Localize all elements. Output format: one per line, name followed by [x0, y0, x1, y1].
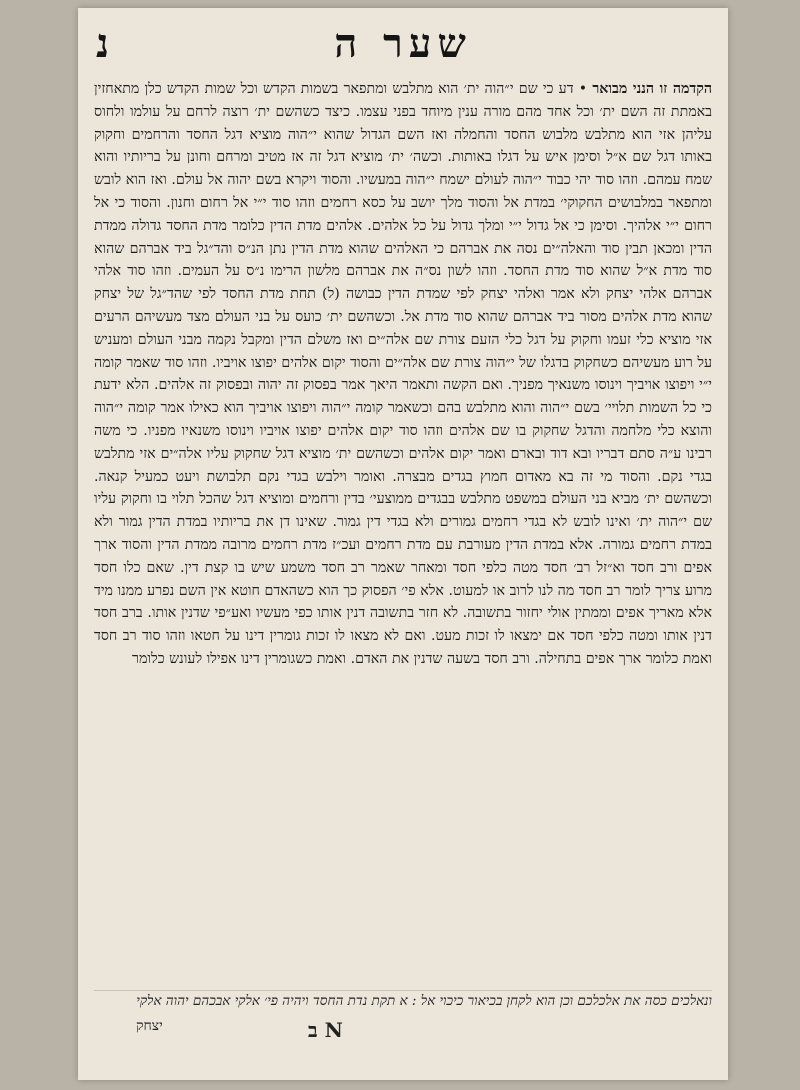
main-text — [94, 78, 712, 671]
handwritten-note: ונאלכים כסה את אלכלכם וכן הוא לקחן בכיאור כיכוי אל : א תקת נדת החסד ויהיה פי׳ אלקי אבכהם יהוה אלקי — [94, 990, 712, 1009]
chapter-title: שער ה — [334, 20, 472, 67]
page-footer — [108, 1018, 728, 1040]
paragraph-text: דע כי שם י״הוה ית׳ הוא מתלבש ומתפאר בשמות הקדש וכל שמות הקדש כלן מתאחזין באמתת זה השם ית׳ וכל אחד מהם מורה ענין מיוחד בפני עצמו. כיצד כשהשם ית׳ רוצה לרחם על עולמו ולחוס עליהן אזי הוא מתלבש מלבוש החסד והחמלה ואז השם הגדול שהוא י״הוה מוציא דגל החסד והרחמים וחקוק באותו דגל שם א״ל וסימן איש על דגלו באותות. וכשה׳ ית׳ מוציא דגל זה אז מטיב ומרחם וחונן על בריותיו והוא שמח עמהם. וזהו סוד יהי כבוד י״הוה לעולם ישמח י״הוה במעשיו. והסוד ויקרא בשם יהוה אל עולם. ואז הוא לובש ומתפאר במלבושים החקוקי׳ במדת אל והסוד מלך יושב על כסא רחמים וזהו סוד י״י אל רחום וחנון. והסוד כי אל רחום י״י אלהיך. וסימן כי אל גדול י״י ומלך גדול על כל אלהים. אלהים מדת הדין כלומר מדת החסד גדולה ממדת הדין ומכאן תבין סוד והאלה״ים נסה את אברהם כי האלהים שהוא מדת הדין נתן הנ״ס והד״גל ביד אברהם שהוא סוד מדת א״ל שהוא סוד מדת החסד. וזהו לשון נס״ה את אברהם מלשון הרימו נ״ס על העמים. וזהו סוד אלהי אברהם אלהי יצחק ולא אמר ואלהי יצחק לפי שמדת הדין כבושה (ל) תחת מדת החסד לפי שהד״גל של יצחק שהוא מדת אלהים מסור ביד אברהם שהוא סוד מדת אל. וכשהשם ית׳ כועס על בני העולם מצד מעשיהם הרעים אזי מוציא כלי זעמו וחקוק על דגל כלי הזעם צורת שם אלה״ים ואז משלם הדין ומקבל נקמה מבני העולם ומעניש על רוע מעשיהם כשחקוק בדגלו של י״הוה צורת שם אלה״ים והסוד יקום אלהים יפוצו אויביו. וזהו סוד שאמר קומה י״י ויפוצו אויביך וינוסו משנאיך מפניך. ואם הקשה ותאמר היאך אמר בפסוק זה יהוה ובפסוק זה אלהים. הלא ידעת כי כל השמות תלויי׳ בשם י״הוה והוא מתלבש בהם וכשאמר קומה י״הוה ויפוצו אויביך הוא כאילו אמר קומה י״הוה והוצא כלי מלחמה והדגל שחקוק בו שם אלהים וזהו סוד יקום אלהים יפוצו אויביו וינוסו משנאיו מפניו. כי משה רבינו ע״ה סתם דבריו ובא דוד ובארם ואמר יקום אלהים וכשהשם ית׳ מוציא דגל שחקוק עליו אלה״ים אזי מתלבש בגדי נקם. והסוד מי זה בא מאדום חמוץ בגדים מבצרה. ואומר וילבש בגדי נקם תלבושת ויעט כמעיל קנאה. וכשהשם ית׳ מביא בני העולם במשפט מתלבש בבגדים ממוצעי׳ בדין ורחמים ומוציא דגל שהכל תלוי בו וחקוק עליו שם י״הוה ית׳ ואינו לובש לא בגדי רחמים גמורים ולא בגדי דין גמור. שאינו דן את בריותיו במדת הדין גמור ולא במדת רחמים גמורה. אלא במדת הדין מעורבת עם מדת רחמים ועכ״ז מדת רחמים מרובה ממדת הדין והסוד ארך אפים ורב חסד וא״זל רב׳ חסד מטה כלפי חסד ומאחר שאמר רב חסד משמע שיש בו קצת דין. שאם כלו חסד מרוע צריך לומר רב חסד מה לנו לרוב או למעוט. אלא פי׳ הפסוק כך הוא כשהאדם חוטא אין השם נפרע ממנו מיד אלא מאריך אפים וממתין אולי יחזור בתשובה. לא חזר בתשובה דנין אותו כפי מעשיו ואע״פי שדנין אותו. ברב חסד דנין אותו ומטה כלפי חסד אם ימצאו לו זכות מעט. ואם לא מצאו לו זכות גומרין דינו על חטאו וזהו סוד רב חסד ואמת כלומר ארך אפים בתחילה. ורב חסד בשעה שדנין את האדם. ואמת כשגומרין דינו אפילו לעונש כלומר — [94, 81, 712, 667]
main-paragraph: הקדמה זו הנני מבואר • דע כי שם י״הוה ית׳ הוא מתלבש ומתפאר בשמות הקדש וכל שמות הקדש כלן מתאחזין באמתת זה השם ית׳ וכל אחד מהם מורה ענין מיוחד בפני עצמו. כיצד כשהשם ית׳ רוצה לרחם על עולמו ולחוס עליהן אזי הוא מתלבש מלבוש החסד והחמלה ואז השם הגדול שהוא י״הוה מוציא דגל החסד והרחמים וחקוק באותו דגל שם א״ל וסימן איש על דגלו באותות. וכשה׳ ית׳ מוציא דגל זה אז מטיב ומרחם וחונן על בריותיו והוא שמח עמהם. וזהו סוד יהי כבוד י״הוה לעולם ישמח י״הוה במעשיו. והסוד ויקרא בשם יהוה אל עולם. ואז הוא לובש ומתפאר במלבושים החקוקי׳ במדת אל והסוד מלך יושב על כסא רחמים וזהו סוד י״י אל רחום וחנון. והסוד כי אל רחום י״י אלהיך. וסימן כי אל גדול י״י ומלך גדול על כל אלהים. אלהים מדת הדין כלומר מדת החסד גדולה ממדת הדין ומכאן תבין סוד והאלה״ים נסה את אברהם כי האלהים שהוא מדת הדין נתן הנ״ס והד״גל ביד אברהם שהוא סוד מדת א״ל שהוא סוד מדת החסד. וזהו לשון נס״ה את אברהם מלשון הרימו נ״ס על העמים. וזהו סוד אלהי אברהם אלהי יצחק ולא אמר ואלהי יצחק לפי שמדת הדין כבושה (ל) תחת מדת החסד לפי שהד״גל של יצחק שהוא מדת אלהים מסור ביד אברהם שהוא סוד מדת אל. וכשהשם ית׳ כועס על בני העולם מצד מעשיהם הרעים אזי מוציא כלי זעמו וחקוק על דגל כלי הזעם צורת שם אלה״ים ואז משלם הדין ומקבל נקמה מבני העולם ומעניש על רוע מעשיהם כשחקוק בדגלו של י״הוה צורת שם אלה״ים והסוד יקום אלהים יפוצו אויביו. וזהו סוד שאמר קומה י״י ויפוצו אויביך וינוסו משנאיך מפניך. ואם הקשה ותאמר היאך אמר בפסוק זה יהוה ובפסוק זה אלהים. הלא ידעת כי כל השמות תלויי׳ בשם י״הוה והוא מתלבש בהם וכשאמר קומה י״הוה ויפוצו אויביך הוא כאילו אמר קומה י״הוה והוצא כלי מלחמה והדגל שחקוק בו שם אלהים וזהו סוד יקום אלהים יפוצו אויביו וינוסו משנאיו מפניו. כי משה רבינו ע״ה סתם דבריו ובא דוד ובארם ואמר יקום אלהים וכשהשם ית׳ מוציא דגל שחקוק עליו אלה״ים אזי מתלבש בגדי נקם. והסוד מי זה בא מאדום חמוץ בגדים מבצרה. ואומר וילבש בגדי נקם תלבושת ויעט כמעיל קנאה. וכשהשם ית׳ מביא בני העולם במשפט מתלבש בבגדים ממוצעי׳ בדין ורחמים ומוציא דגל שהכל תלוי בו וחקוק עליו שם י״הוה ית׳ ואינו לובש לא בגדי רחמים גמורים ולא בגדי דין גמור. שאינו דן את בריותיו במדת הדין גמור ולא במדת רחמים גמורה. אלא במדת הדין מעורבת עם מדת רחמים ועכ״ז מדת רחמים מרובה ממדת הדין והסוד ארך אפים ורב חסד וא״זל רב׳ חסד מטה כלפי חסד ומאחר שאמר רב חסד משמע שיש בו קצת דין. שאם כלו חסד מרוע צריך לומר רב חסד מה לנו לרוב או למעוט. אלא פי׳ הפסוק כך הוא כשהאדם חוטא אין השם נפרע ממנו מיד אלא מאריך אפים וממתין אולי יחזור בתשובה. לא חזר בתשובה דנין אותו כפי מעשיו ואע״פי שדנין אותו. ברב חסד דנין אותו ומטה כלפי חסד אם ימצאו לו זכות מעט. ואם לא מצאו לו זכות גומרין דינו על חטאו וזהו סוד רב חסד ואמת כלומר ארך אפים בתחילה. ורב חסד בשעה שדנין את האדם. ואמת כשגומרין דינו אפילו לעונש כלומר — [94, 81, 712, 667]
folio-letter: נ — [96, 20, 110, 67]
catchword: יצחק — [136, 1018, 163, 1034]
book-page — [78, 8, 728, 1080]
page-header — [78, 20, 728, 72]
signature-mark: N ב — [308, 1018, 343, 1042]
opening-words: הקדמה זו הנני מבואר — [592, 81, 712, 97]
